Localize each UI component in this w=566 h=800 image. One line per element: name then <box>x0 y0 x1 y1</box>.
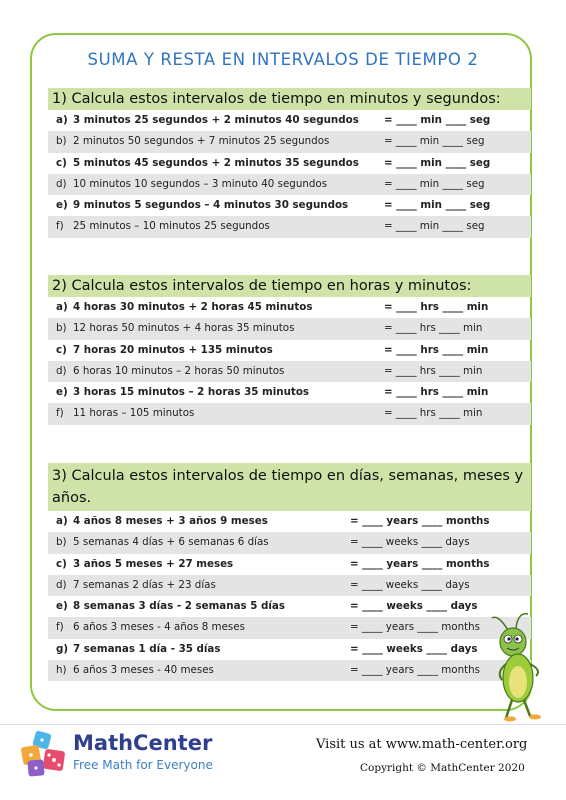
question-row <box>48 617 531 638</box>
answer-blank: = ____ min ____ seg <box>384 135 485 148</box>
question-row <box>48 174 531 195</box>
question-expression: 11 horas – 105 minutos <box>73 407 195 420</box>
question-row <box>48 318 531 339</box>
question-row <box>48 340 531 361</box>
question-row <box>48 382 531 403</box>
dice-logo-icon <box>20 730 68 778</box>
question-row <box>48 596 531 617</box>
section-3-heading-line-2: años. <box>52 490 92 506</box>
question-label: c) <box>56 343 67 356</box>
answer-blank: = ____ years ____ months <box>350 664 481 677</box>
question-expression: 2 minutos 50 segundos + 7 minutos 25 segundos <box>73 135 330 148</box>
section-1-rows <box>48 110 531 238</box>
question-label: f) <box>56 621 64 634</box>
answer-blank: = ____ weeks ____ days <box>350 600 478 613</box>
answer-blank: = ____ min ____ seg <box>384 177 485 190</box>
question-expression: 10 minutos 10 segundos – 3 minuto 40 segundos <box>73 177 328 190</box>
question-row <box>48 153 531 174</box>
question-expression: 9 minutos 5 segundos – 4 minutos 30 segundos <box>73 199 349 212</box>
question-expression: 5 minutos 45 segundos + 2 minutos 35 segundos <box>73 156 359 169</box>
question-label: e) <box>56 386 68 399</box>
answer-blank: = ____ min ____ seg <box>384 114 491 126</box>
section-3 <box>48 463 531 681</box>
question-label: f) <box>56 220 64 233</box>
question-expression: 7 semanas 2 días + 23 días <box>73 578 216 591</box>
question-label: a) <box>56 301 68 313</box>
answer-blank: = ____ hrs ____ min <box>384 386 489 399</box>
question-label: c) <box>56 557 67 570</box>
question-label: e) <box>56 600 68 613</box>
question-label: d) <box>56 177 67 190</box>
section-1-heading-text: 1) Calcula estos intervalos de tiempo en minutos y segundos: <box>52 91 501 107</box>
question-expression: 7 semanas 1 día - 35 días <box>73 642 221 655</box>
question-label: g) <box>56 642 69 655</box>
question-row <box>48 110 531 131</box>
answer-blank: = ____ hrs ____ min <box>384 407 483 420</box>
question-label: d) <box>56 578 67 591</box>
question-expression: 3 horas 15 minutos – 2 horas 35 minutos <box>73 386 310 399</box>
question-label: c) <box>56 156 67 169</box>
question-expression: 5 semanas 4 días + 6 semanas 6 días <box>73 536 269 549</box>
cricket-mascot-icon <box>488 612 548 722</box>
answer-blank: = ____ weeks ____ days <box>350 536 470 549</box>
question-label: f) <box>56 407 64 420</box>
question-label: d) <box>56 364 67 377</box>
question-row <box>48 660 531 681</box>
question-expression: 3 minutos 25 segundos + 2 minutos 40 segundos <box>73 114 359 126</box>
question-expression: 4 años 8 meses + 3 años 9 meses <box>73 515 268 527</box>
answer-blank: = ____ years ____ months <box>350 621 481 634</box>
footer-divider <box>0 724 566 725</box>
section-3-heading <box>48 463 531 511</box>
answer-blank: = ____ years ____ months <box>350 557 490 570</box>
question-expression: 8 semanas 3 días - 2 semanas 5 días <box>73 600 285 613</box>
question-expression: 7 horas 20 minutos + 135 minutos <box>73 343 273 356</box>
answer-blank: = ____ hrs ____ min <box>384 301 489 313</box>
question-expression: 6 años 3 meses - 40 meses <box>73 664 214 677</box>
question-row <box>48 216 531 237</box>
question-row <box>48 131 531 152</box>
question-expression: 3 años 5 meses + 27 meses <box>73 557 234 570</box>
section-3-heading-line-1: 3) Calcula estos intervalos de tiempo en días, semanas, meses y <box>52 468 524 484</box>
answer-blank: = ____ min ____ seg <box>384 199 491 212</box>
question-label: b) <box>56 322 67 335</box>
brand-tagline: Free Math for Everyone <box>73 758 213 772</box>
question-expression: 6 años 3 meses - 4 años 8 meses <box>73 621 245 634</box>
question-expression: 4 horas 30 minutos + 2 horas 45 minutos <box>73 301 313 313</box>
brand-name: MathCenter <box>73 731 213 755</box>
question-row <box>48 575 531 596</box>
visit-link-text: Visit us at www.math-center.org <box>316 737 528 752</box>
section-3-rows <box>48 511 531 681</box>
page-title: SUMA Y RESTA EN INTERVALOS DE TIEMPO 2 <box>87 50 479 69</box>
section-2-rows <box>48 297 531 425</box>
question-row <box>48 195 531 216</box>
section-1 <box>48 88 531 238</box>
question-label: b) <box>56 536 67 549</box>
question-expression: 25 minutos – 10 minutos 25 segundos <box>73 220 270 233</box>
answer-blank: = ____ min ____ seg <box>384 220 485 233</box>
question-row <box>48 639 531 660</box>
question-label: a) <box>56 515 68 527</box>
question-row <box>48 511 531 532</box>
question-row <box>48 361 531 382</box>
section-2-heading <box>48 275 531 297</box>
section-1-heading <box>48 88 531 110</box>
answer-blank: = ____ min ____ seg <box>384 156 491 169</box>
question-label: e) <box>56 199 68 212</box>
section-2-heading-text: 2) Calcula estos intervalos de tiempo en horas y minutos: <box>52 278 472 294</box>
question-row <box>48 554 531 575</box>
question-expression: 12 horas 50 minutos + 4 horas 35 minutos <box>73 322 295 335</box>
question-label: b) <box>56 135 67 148</box>
question-label: h) <box>56 664 67 677</box>
question-row <box>48 297 531 318</box>
question-label: a) <box>56 114 68 126</box>
section-2 <box>48 275 531 425</box>
answer-blank: = ____ years ____ months <box>350 515 490 527</box>
answer-blank: = ____ hrs ____ min <box>384 343 489 356</box>
question-row <box>48 532 531 553</box>
copyright: Copyright © MathCenter 2020 <box>360 762 525 774</box>
question-row <box>48 403 531 424</box>
answer-blank: = ____ weeks ____ days <box>350 642 478 655</box>
question-expression: 6 horas 10 minutos – 2 horas 50 minutos <box>73 364 285 377</box>
answer-blank: = ____ hrs ____ min <box>384 322 483 335</box>
answer-blank: = ____ weeks ____ days <box>350 578 470 591</box>
answer-blank: = ____ hrs ____ min <box>384 364 483 377</box>
